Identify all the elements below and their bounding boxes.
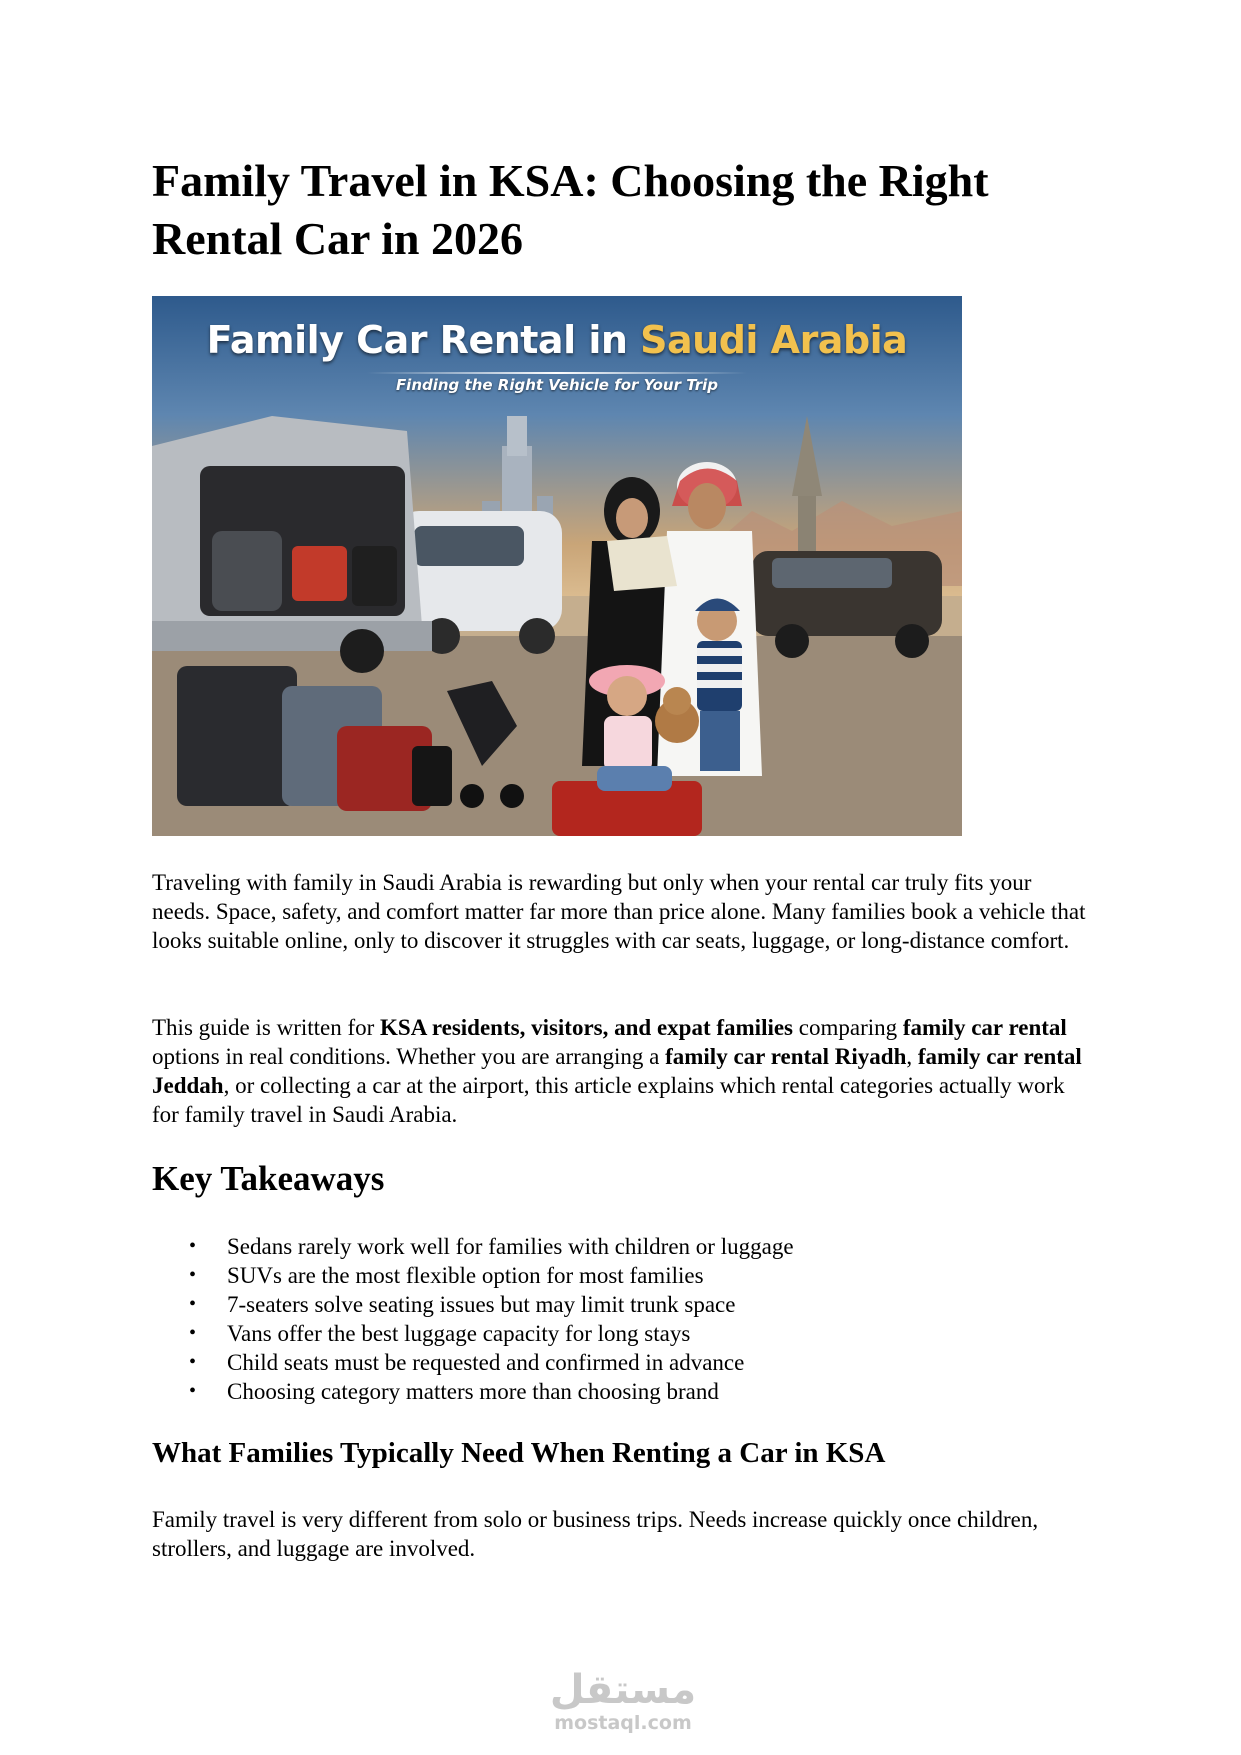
hero-title (152, 318, 962, 362)
list-item-text: 7-seaters solve seating issues but may limit trunk space (227, 1292, 736, 1317)
list-item (152, 1377, 1052, 1406)
list-item-text: Choosing category matters more than choosing brand (227, 1379, 719, 1404)
bullet-icon: • (189, 1293, 197, 1315)
guide-bold-jeddah: family car rental Jeddah (152, 1044, 1082, 1098)
guide-paragraph (152, 1013, 1092, 1129)
hero-title-accent: Saudi Arabia (640, 318, 908, 362)
family-needs-heading: What Families Typically Need When Renting a Car in KSA (152, 1437, 886, 1469)
bullet-icon: • (189, 1235, 197, 1257)
list-item-text: Sedans rarely work well for families with children or luggage (227, 1234, 794, 1259)
guide-text-3: options in real conditions. Whether you are arranging a (152, 1044, 666, 1069)
list-item (152, 1232, 1052, 1261)
guide-bold-family-car-rental: family car rental (902, 1015, 1067, 1040)
list-item-text: Vans offer the best luggage capacity for long stays (227, 1321, 691, 1346)
guide-bold-riyadh: family car rental Riyadh (665, 1044, 907, 1069)
key-takeaways-heading: Key Takeaways (152, 1159, 385, 1198)
list-item (152, 1290, 1052, 1319)
hero-subtitle: Finding the Right Vehicle for Your Trip (395, 376, 719, 394)
list-item-text: Child seats must be requested and confirmed in advance (227, 1350, 745, 1375)
guide-text-2: comparing (793, 1015, 903, 1040)
bullet-icon: • (189, 1264, 197, 1286)
list-item (152, 1261, 1052, 1290)
list-item (152, 1319, 1052, 1348)
list-item (152, 1348, 1052, 1377)
hero-title-part1: Family Car Rental in (206, 318, 641, 362)
key-takeaways-list (152, 1232, 1052, 1406)
bullet-icon: • (189, 1322, 197, 1344)
mostaql-watermark (548, 1668, 698, 1734)
family-needs-paragraph: Family travel is very different from solo or business trips. Needs increase quickly once children, strollers, and luggage are involved. (152, 1507, 1039, 1561)
article-title: Family Travel in KSA: Choosing the Right Rental Car in 2026 (152, 155, 989, 264)
hero-divider (367, 372, 747, 374)
guide-text-5: , or collecting a car at the airport, this article explains which rental categories actually work for family travel in Saudi Arabia. (152, 1073, 1065, 1127)
intro-paragraph: Traveling with family in Saudi Arabia is rewarding but only when your rental car truly fits your needs. Space, safety, and comfort matter far more than price alone. Many families book a vehicle that looks suitable online, only to discover it struggles with car seats, luggage, or long-distance comfort. (152, 870, 1086, 953)
bullet-icon: • (189, 1380, 197, 1402)
watermark-arabic: مستقل (549, 1667, 697, 1713)
hero-image (152, 296, 962, 836)
watermark-latin: mostaql.com (554, 1712, 692, 1734)
guide-text-1: This guide is written for (152, 1015, 381, 1040)
list-item-text: SUVs are the most flexible option for most families (227, 1263, 704, 1288)
guide-text-4: , (906, 1044, 918, 1069)
bullet-icon: • (189, 1351, 197, 1373)
guide-bold-audience: KSA residents, visitors, and expat families (380, 1015, 794, 1040)
